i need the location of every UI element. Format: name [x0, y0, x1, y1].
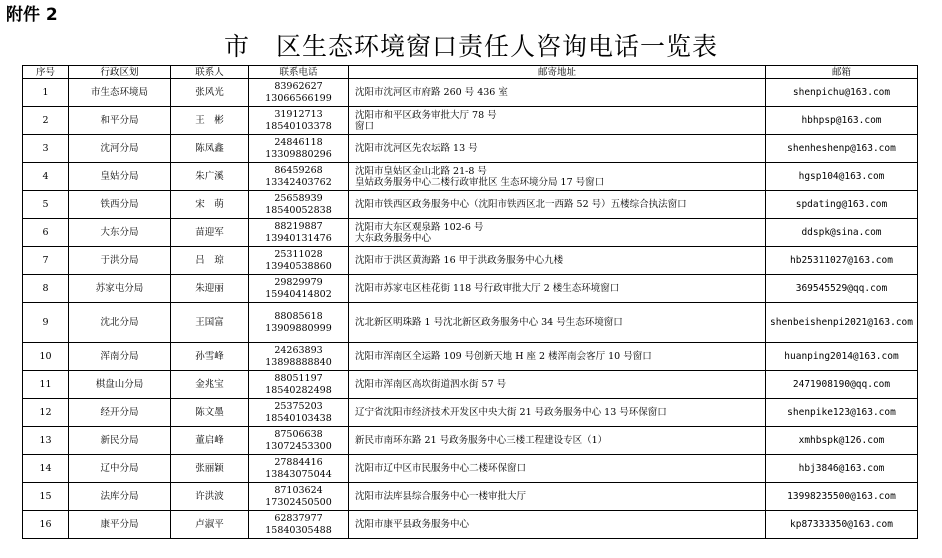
table-row: [23, 107, 918, 135]
row-seq: 2: [23, 107, 69, 135]
row-seq: 16: [23, 511, 69, 539]
address-line: 沈阳市浑南区高坎街道泗水街 57 号: [355, 379, 507, 390]
phone-number: 88219887: [274, 221, 323, 232]
table-row: [23, 511, 918, 539]
phone-number: 25658939: [274, 193, 323, 204]
phone-number: 83962627: [274, 81, 323, 92]
address-line: 沈阳市大东区观泉路 102-6 号: [355, 221, 484, 233]
row-seq: 3: [23, 135, 69, 163]
phone-number: 86459268: [274, 165, 323, 176]
row-contact: 王 彬: [171, 107, 249, 135]
phone-number: 18540282498: [265, 384, 332, 396]
address-line: 沈阳市康平县政务服务中心: [355, 519, 470, 530]
row-address: [349, 343, 766, 371]
phone-number: 13843075044: [265, 468, 332, 480]
table-row: [23, 79, 918, 107]
address-line: 沈阳市铁西区政务服务中心（沈阳市铁西区北一西路 52 号）五楼综合执法窗口: [355, 199, 687, 210]
table-row: [23, 455, 918, 483]
row-phone: [249, 107, 349, 135]
header-email: 邮箱: [766, 66, 918, 79]
row-phone: [249, 371, 349, 399]
address-line: 沈北新区明珠路 1 号沈北新区政务服务中心 34 号生态环境窗口: [355, 317, 623, 328]
row-phone: [249, 303, 349, 343]
phone-number: 13072453300: [265, 440, 332, 452]
phone-number: 13940131476: [265, 232, 332, 244]
page-title: 市 区生态环境窗口责任人咨询电话一览表: [223, 32, 718, 61]
address-line: 沈阳市皇姑区金山北路 21-8 号: [355, 165, 487, 177]
row-address: [349, 247, 766, 275]
row-seq: 9: [23, 303, 69, 343]
row-seq: 7: [23, 247, 69, 275]
row-address: [349, 511, 766, 539]
row-seq: 8: [23, 275, 69, 303]
row-contact: 朱迎丽: [171, 275, 249, 303]
row-district: 康平分局: [69, 511, 171, 539]
phone-number: 18540052838: [265, 204, 332, 216]
row-contact: 吕 琼: [171, 247, 249, 275]
phone-number: 13342403762: [265, 176, 332, 188]
row-address: [349, 399, 766, 427]
row-seq: 13: [23, 427, 69, 455]
row-email: spdating@163.com: [766, 191, 918, 219]
row-district: 苏家屯分局: [69, 275, 171, 303]
phone-number: 13940538860: [265, 260, 332, 272]
address-line: 沈阳市辽中区市民服务中心二楼环保窗口: [355, 463, 527, 474]
row-district: 新民分局: [69, 427, 171, 455]
header-address: 邮寄地址: [349, 66, 766, 79]
row-district: 棋盘山分局: [69, 371, 171, 399]
table-header-row: [23, 66, 918, 79]
row-email: 369545529@qq.com: [766, 275, 918, 303]
row-district: 法库分局: [69, 483, 171, 511]
row-address: [349, 483, 766, 511]
row-district: 沈河分局: [69, 135, 171, 163]
phone-number: 25375203: [274, 401, 323, 412]
row-email: hbj3846@163.com: [766, 455, 918, 483]
row-email: shenbeishenpi2021@163.com: [766, 303, 918, 343]
address-line: 辽宁省沈阳市经济技术开发区中央大街 21 号政务服务中心 13 号环保窗口: [355, 407, 667, 418]
row-seq: 4: [23, 163, 69, 191]
row-phone: [249, 191, 349, 219]
row-phone: [249, 399, 349, 427]
row-seq: 12: [23, 399, 69, 427]
row-contact: 许洪波: [171, 483, 249, 511]
row-district: 经开分局: [69, 399, 171, 427]
row-address: [349, 371, 766, 399]
attachment-label: 附件 2: [6, 5, 58, 25]
row-email: kp87333350@163.com: [766, 511, 918, 539]
row-contact: 王国富: [171, 303, 249, 343]
row-address: [349, 163, 766, 191]
row-district: 沈北分局: [69, 303, 171, 343]
row-email: hb25311027@163.com: [766, 247, 918, 275]
row-address: [349, 275, 766, 303]
row-seq: 1: [23, 79, 69, 107]
row-seq: 10: [23, 343, 69, 371]
header-contact: 联系人: [171, 66, 249, 79]
row-contact: 金兆宝: [171, 371, 249, 399]
phone-number: 15940414802: [265, 288, 332, 300]
row-address: [349, 455, 766, 483]
address-line: 沈阳市沈河区先农坛路 13 号: [355, 143, 478, 154]
row-contact: 宋 萌: [171, 191, 249, 219]
phone-number: 24846118: [274, 137, 323, 148]
row-seq: 15: [23, 483, 69, 511]
row-district: 大东分局: [69, 219, 171, 247]
header-seq: 序号: [23, 66, 69, 79]
row-contact: 张丽颖: [171, 455, 249, 483]
row-district: 和平分局: [69, 107, 171, 135]
table-row: [23, 219, 918, 247]
phone-number: 29829979: [274, 277, 323, 288]
row-email: hgsp104@163.com: [766, 163, 918, 191]
row-contact: 陈凤鑫: [171, 135, 249, 163]
row-district: 市生态环境局: [69, 79, 171, 107]
row-contact: 苗迎军: [171, 219, 249, 247]
row-address: [349, 135, 766, 163]
row-seq: 5: [23, 191, 69, 219]
address-line: 新民市南环东路 21 号政务服务中心三楼工程建设专区（1）: [355, 435, 608, 446]
table-row: [23, 483, 918, 511]
row-contact: 张风光: [171, 79, 249, 107]
row-contact: 朱广溪: [171, 163, 249, 191]
row-email: hbhpsp@163.com: [766, 107, 918, 135]
row-phone: [249, 343, 349, 371]
row-phone: [249, 427, 349, 455]
table-row: [23, 343, 918, 371]
row-email: 13998235500@163.com: [766, 483, 918, 511]
phone-number: 13066566199: [265, 92, 332, 104]
row-email: huanping2014@163.com: [766, 343, 918, 371]
contact-table: [22, 65, 918, 539]
phone-number: 87103624: [274, 485, 323, 496]
phone-number: 27884416: [274, 457, 323, 468]
phone-number: 25311028: [274, 249, 323, 260]
row-address: [349, 427, 766, 455]
row-phone: [249, 455, 349, 483]
address-line: 沈阳市法库县综合服务中心一楼审批大厅: [355, 491, 527, 502]
phone-number: 31912713: [274, 109, 323, 120]
phone-number: 15840305488: [265, 524, 332, 536]
row-phone: [249, 79, 349, 107]
address-line: 大东政务服务中心: [355, 232, 432, 244]
row-address: [349, 303, 766, 343]
table-row: [23, 135, 918, 163]
phone-number: 88051197: [274, 373, 323, 384]
table-body: [23, 79, 918, 539]
header-phone: 联系电话: [249, 66, 349, 79]
table-row: [23, 303, 918, 343]
phone-number: 17302450500: [265, 496, 332, 508]
address-line: 皇姑政务服务中心二楼行政审批区 生态环境分局 17 号窗口: [355, 176, 605, 188]
row-phone: [249, 275, 349, 303]
row-address: [349, 191, 766, 219]
table-row: [23, 163, 918, 191]
phone-number: 87506638: [274, 429, 323, 440]
row-phone: [249, 511, 349, 539]
table-row: [23, 399, 918, 427]
row-phone: [249, 219, 349, 247]
row-phone: [249, 483, 349, 511]
phone-number: 62837977: [274, 513, 323, 524]
row-contact: 卢淑平: [171, 511, 249, 539]
table-row: [23, 191, 918, 219]
row-email: shenpichu@163.com: [766, 79, 918, 107]
address-line: 沈阳市苏家屯区桂花街 118 号行政审批大厅 2 楼生态环境窗口: [355, 283, 620, 294]
table-row: [23, 427, 918, 455]
row-district: 皇姑分局: [69, 163, 171, 191]
row-seq: 6: [23, 219, 69, 247]
address-line: 沈阳市沈河区市府路 260 号 436 室: [355, 87, 508, 98]
phone-number: 24263893: [274, 345, 323, 356]
header-district: 行政区划: [69, 66, 171, 79]
row-district: 浑南分局: [69, 343, 171, 371]
address-line: 沈阳市和平区政务审批大厅 78 号: [355, 109, 497, 121]
row-address: [349, 219, 766, 247]
row-seq: 14: [23, 455, 69, 483]
address-line: 沈阳市于洪区黄海路 16 甲于洪政务服务中心九楼: [355, 255, 564, 266]
row-email: xmhbspk@126.com: [766, 427, 918, 455]
row-contact: 董启峰: [171, 427, 249, 455]
row-district: 于洪分局: [69, 247, 171, 275]
phone-number: 13909880999: [265, 322, 332, 334]
row-contact: 陈文墨: [171, 399, 249, 427]
row-district: 辽中分局: [69, 455, 171, 483]
row-seq: 11: [23, 371, 69, 399]
row-email: 2471908190@qq.com: [766, 371, 918, 399]
phone-number: 18540103438: [265, 412, 332, 424]
row-email: ddspk@sina.com: [766, 219, 918, 247]
row-email: shenpike123@163.com: [766, 399, 918, 427]
row-address: [349, 79, 766, 107]
row-phone: [249, 135, 349, 163]
row-district: 铁西分局: [69, 191, 171, 219]
phone-number: 88085618: [274, 311, 323, 322]
row-contact: 孙雪峰: [171, 343, 249, 371]
row-phone: [249, 163, 349, 191]
phone-number: 13898888840: [265, 356, 332, 368]
row-phone: [249, 247, 349, 275]
table-row: [23, 275, 918, 303]
row-email: shenheshenp@163.com: [766, 135, 918, 163]
phone-number: 18540103378: [265, 120, 332, 132]
table-row: [23, 371, 918, 399]
address-line: 沈阳市浑南区全运路 109 号创新天地 H 座 2 楼浑南会客厅 10 号窗口: [355, 351, 652, 362]
table-row: [23, 247, 918, 275]
address-line: 窗口: [355, 120, 375, 132]
row-address: [349, 107, 766, 135]
phone-number: 13309880296: [265, 148, 332, 160]
